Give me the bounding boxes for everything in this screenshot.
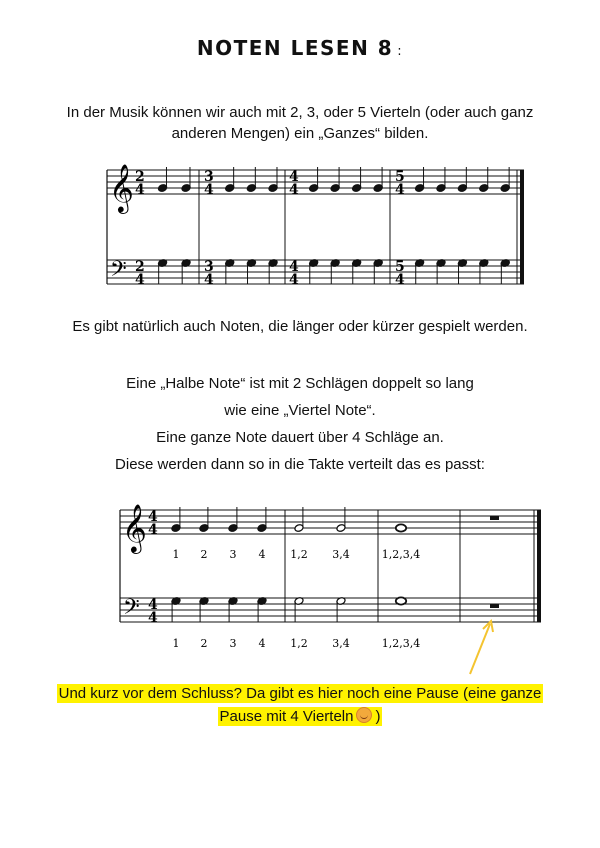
- count-label: 1,2: [290, 637, 308, 650]
- treble-clef-icon: 𝄞: [122, 503, 147, 552]
- ts-bottom: 4: [135, 272, 145, 288]
- count-label: 1: [172, 548, 180, 561]
- explanation-line-4: Diese werden dann so in die Takte verteilt das es passt:: [115, 456, 485, 473]
- count-label: 2: [200, 637, 208, 650]
- quarter-note: [181, 259, 191, 284]
- half-note: [336, 597, 346, 622]
- bass-staff: [120, 598, 541, 622]
- ts-top: 4: [289, 259, 299, 275]
- quarter-note: [500, 167, 510, 192]
- quarter-note: [352, 259, 362, 284]
- count-label: 3,4: [332, 548, 350, 561]
- count-label: 1,2,3,4: [381, 548, 421, 561]
- ts-top: 4: [148, 597, 158, 613]
- ts-top: 3: [204, 259, 214, 275]
- quarter-note: [199, 507, 209, 532]
- explanation-paragraph: [0, 370, 600, 478]
- ts-measure-2: [204, 169, 214, 288]
- explanation-line-1: Eine „Halbe Note“ ist mit 2 Schlägen doppelt so lang: [126, 375, 474, 392]
- ts-bottom: 4: [289, 272, 299, 288]
- whole-note: [396, 524, 406, 531]
- treble-counts: [173, 548, 421, 561]
- count-label: 3,4: [332, 637, 350, 650]
- ts-top: 5: [395, 259, 405, 275]
- treble-staff: [120, 510, 541, 534]
- quarter-note: [228, 597, 238, 622]
- quarter-note: [225, 259, 235, 284]
- ts-bottom: 4: [395, 182, 405, 198]
- quarter-note: [158, 167, 168, 192]
- ts-top: 2: [135, 169, 145, 185]
- count-label: 4: [258, 637, 266, 650]
- ts-bottom: 4: [289, 182, 299, 198]
- quarter-note: [373, 167, 383, 192]
- explanation-line-2: wie eine „Viertel Note“.: [224, 402, 376, 419]
- highlight-line-2-text: Pause mit 4 Vierteln: [219, 708, 354, 725]
- quarter-note: [436, 167, 446, 192]
- whole-note: [396, 524, 406, 531]
- quarter-note: [268, 167, 278, 192]
- bass-clef-icon: 𝄢: [110, 257, 127, 287]
- count-label: 2: [200, 548, 208, 561]
- bass-counts: [173, 637, 421, 650]
- quarter-note: [246, 167, 256, 192]
- quarter-note: [436, 259, 446, 284]
- title-colon: :: [397, 44, 404, 59]
- quarter-note: [246, 259, 256, 284]
- quarter-note: [171, 507, 181, 532]
- quarter-note: [309, 259, 319, 284]
- whole-rest: [490, 604, 499, 608]
- smiley-emoji-icon: [356, 707, 372, 723]
- ts-measure-4: [395, 169, 405, 288]
- count-label: 3: [229, 637, 237, 650]
- ts-top: 3: [204, 169, 214, 185]
- quarter-note: [457, 259, 467, 284]
- quarter-note: [268, 259, 278, 284]
- quarter-note: [158, 259, 168, 284]
- explanation-line-3: Eine ganze Note dauert über 4 Schläge an.: [156, 429, 444, 446]
- ts-measure-3: [289, 169, 299, 288]
- quarter-note: [171, 597, 181, 622]
- count-label: 4: [258, 548, 266, 561]
- score2-notes: [171, 507, 499, 622]
- count-label: 1,2,3,4: [381, 637, 421, 650]
- quarter-note: [479, 167, 489, 192]
- count-label: 3: [229, 548, 237, 561]
- half-note: [294, 507, 304, 532]
- ts-bottom: 4: [135, 182, 145, 198]
- score-note-values: [0, 490, 600, 660]
- quarter-note: [415, 259, 425, 284]
- arrow-icon: [470, 621, 493, 674]
- title-text: NOTEN LESEN 8: [196, 36, 394, 60]
- half-note: [294, 597, 304, 622]
- quarter-note: [457, 167, 467, 192]
- score-time-signatures: [0, 150, 600, 300]
- ts-top: 5: [395, 169, 405, 185]
- quarter-note: [330, 259, 340, 284]
- whole-rest: [490, 516, 499, 520]
- ts-bottom: 4: [204, 182, 214, 198]
- ts-bottom: 4: [148, 522, 158, 538]
- ts-bottom: 4: [148, 610, 158, 626]
- quarter-note: [352, 167, 362, 192]
- intro-paragraph: [0, 102, 600, 144]
- ts-bottom: 4: [204, 272, 214, 288]
- ts-measure-1: [135, 169, 145, 288]
- half-note: [336, 507, 346, 532]
- quarter-note: [225, 167, 235, 192]
- quarter-note: [199, 597, 209, 622]
- final-barline-thick: [537, 510, 541, 622]
- quarter-note: [257, 597, 267, 622]
- count-label: 1: [172, 637, 180, 650]
- text-longer-shorter: Es gibt natürlich auch Noten, die länger oder kürzer gespielt werden.: [72, 318, 528, 335]
- intro-line-2: anderen Mengen) ein „Ganzes“ bilden.: [171, 125, 429, 142]
- ts-top: 4: [148, 509, 158, 525]
- highlight-line-1: Und kurz vor dem Schluss? Da gibt es hier noch eine Pause (eine ganze: [58, 685, 542, 702]
- quarter-note: [500, 259, 510, 284]
- quarter-note: [373, 259, 383, 284]
- intro-line-1: In der Musik können wir auch mit 2, 3, oder 5 Vierteln (oder auch ganz: [66, 104, 534, 121]
- highlight-line-2: [218, 707, 383, 726]
- final-barline-thick: [520, 170, 524, 284]
- page-title: [0, 36, 600, 60]
- whole-note: [396, 597, 406, 604]
- quarter-note: [257, 507, 267, 532]
- quarter-note: [228, 507, 238, 532]
- highlight-line-2-end: ): [375, 708, 381, 725]
- quarter-note: [309, 167, 319, 192]
- count-label: 1,2: [290, 548, 308, 561]
- highlight-paragraph: [0, 682, 600, 728]
- ts-top: 2: [135, 259, 145, 275]
- bass-clef-icon: 𝄢: [123, 595, 140, 625]
- quarter-note: [330, 167, 340, 192]
- whole-note: [396, 597, 406, 604]
- ts-top: 4: [289, 169, 299, 185]
- quarter-note: [181, 167, 191, 192]
- treble-clef-icon: 𝄞: [109, 163, 134, 212]
- quarter-note: [479, 259, 489, 284]
- ts-bottom: 4: [395, 272, 405, 288]
- quarter-note: [415, 167, 425, 192]
